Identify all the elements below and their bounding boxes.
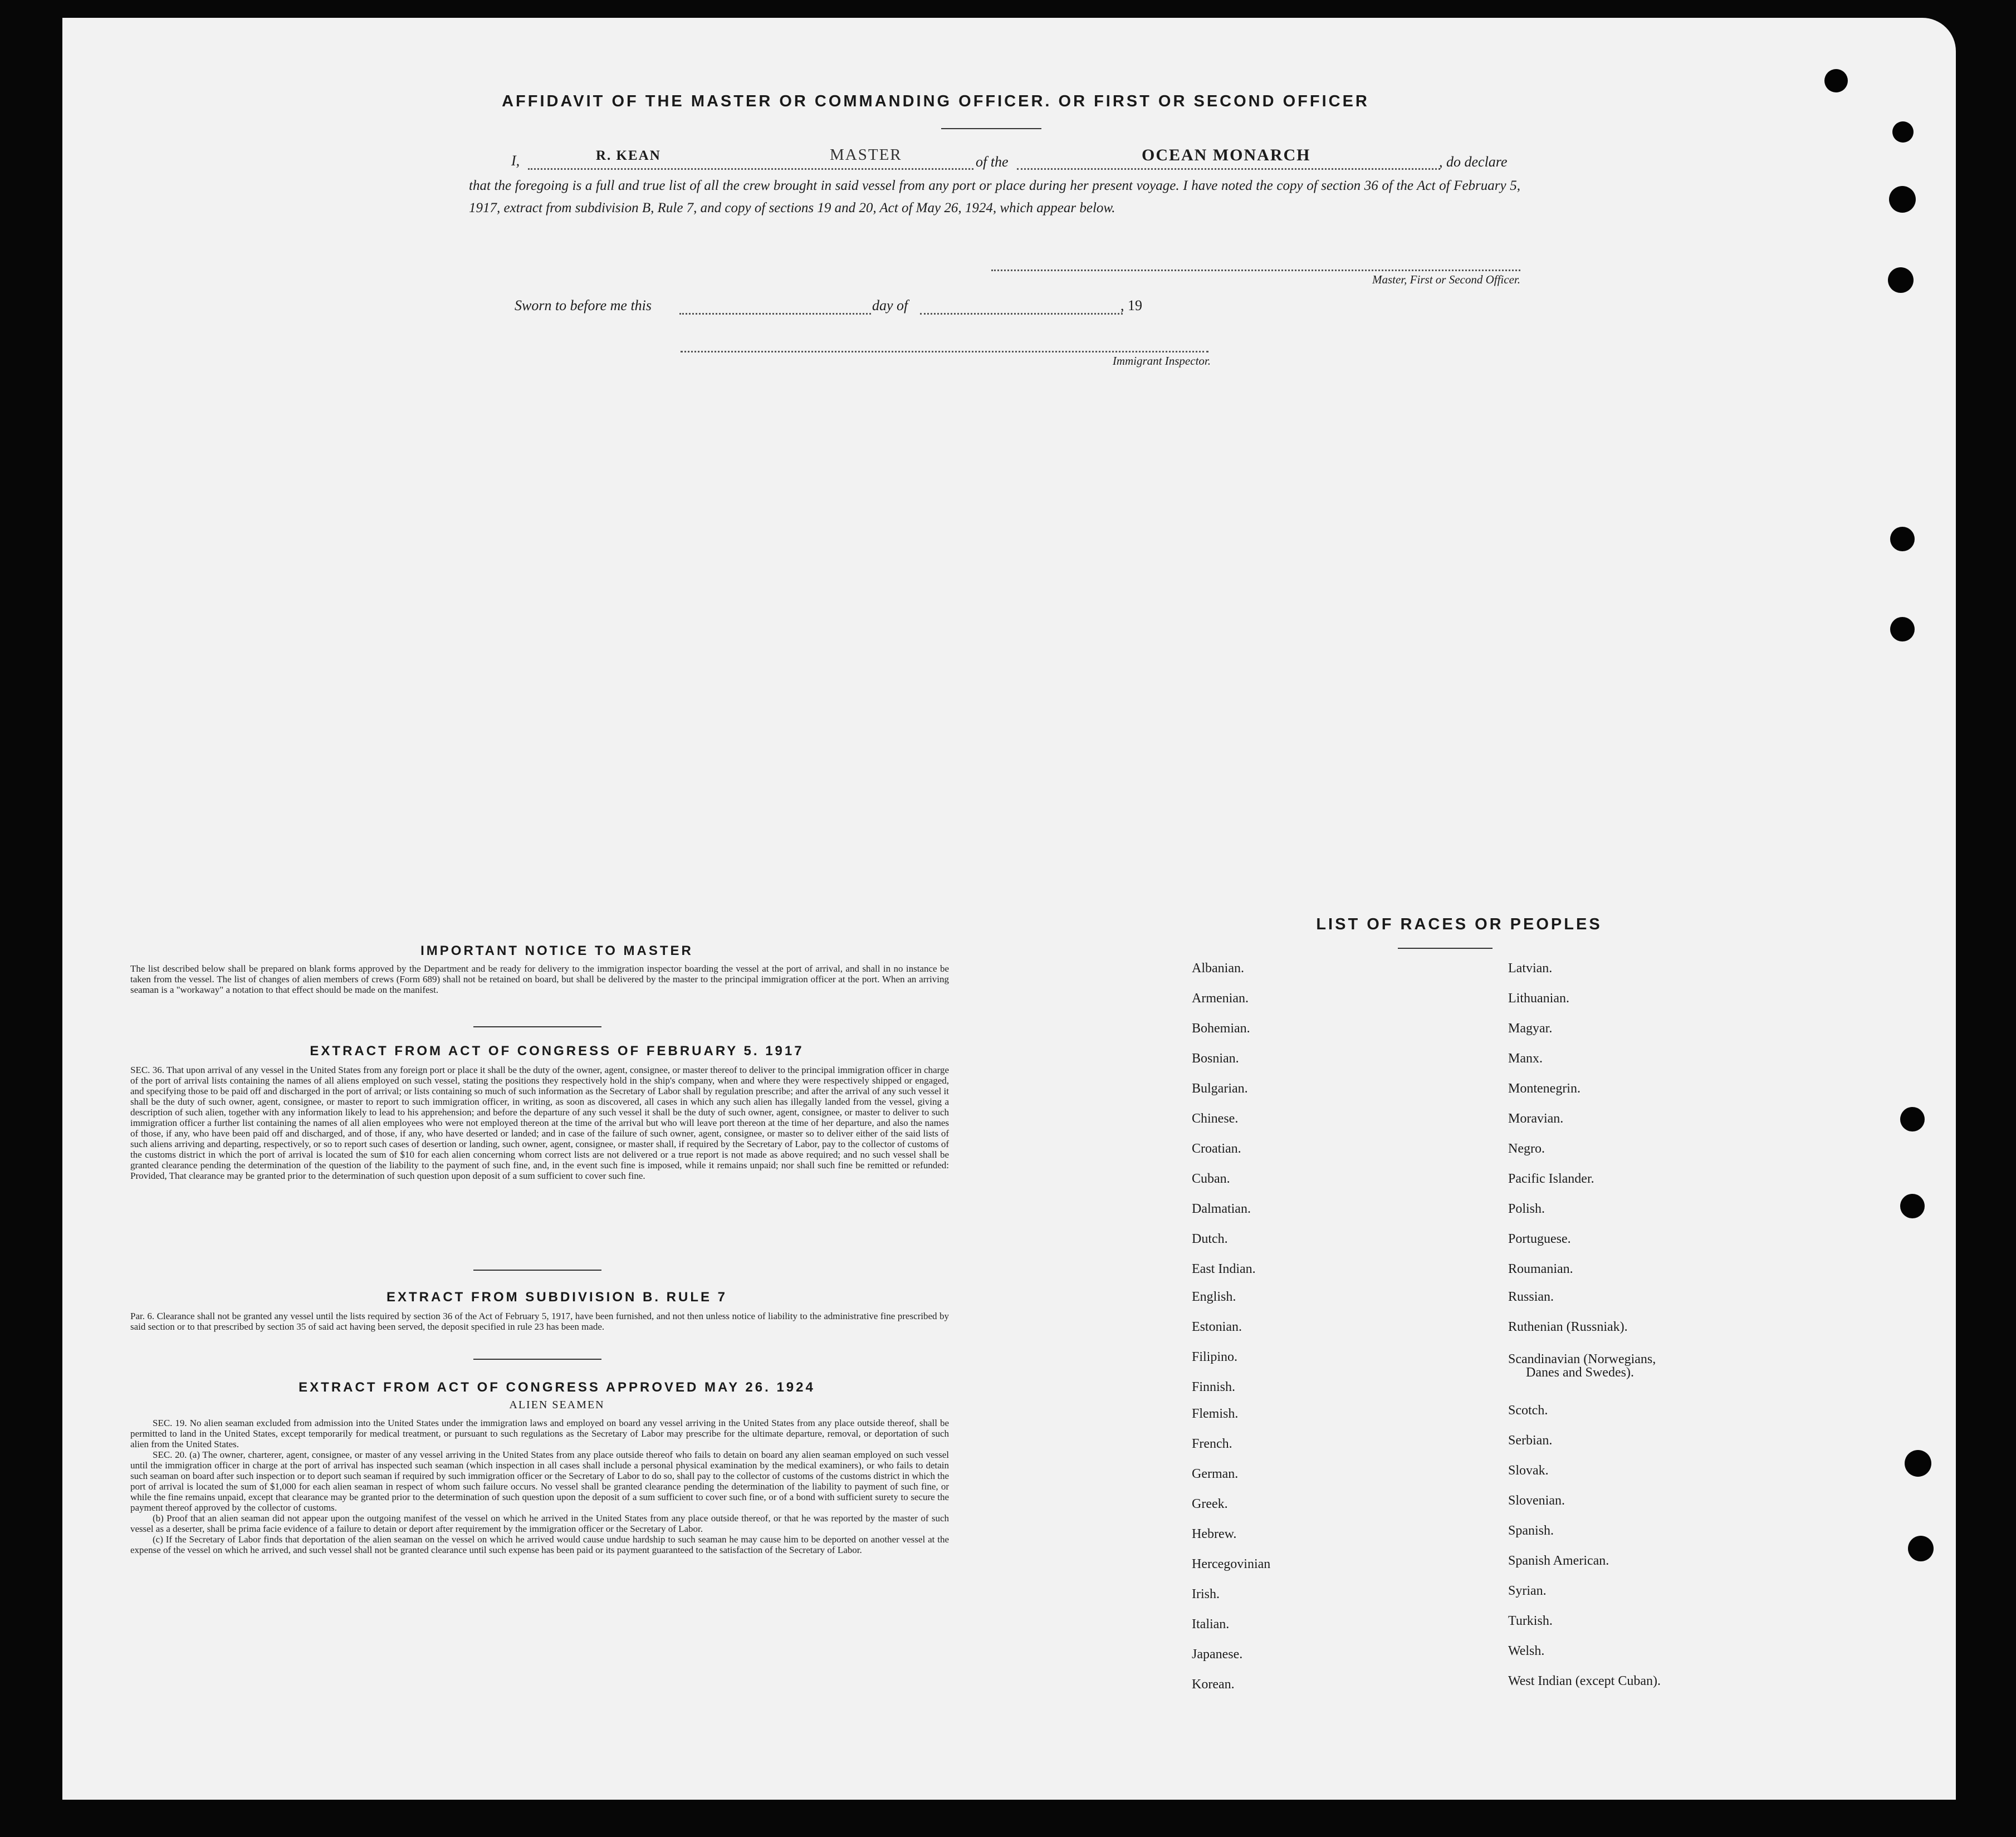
punch-hole	[1824, 69, 1848, 92]
race-item: Slovenian.	[1508, 1493, 1565, 1508]
race-item: Chinese.	[1192, 1111, 1239, 1126]
sworn-day-line	[679, 301, 871, 315]
race-item: German.	[1192, 1467, 1239, 1481]
punch-hole	[1892, 121, 1914, 143]
race-item: West Indian (except Cuban).	[1508, 1674, 1661, 1688]
race-item: Lithuanian.	[1508, 991, 1569, 1006]
divider	[473, 1026, 601, 1027]
name-line	[528, 155, 973, 170]
race-item: Syrian.	[1508, 1584, 1547, 1598]
race-item: Magyar.	[1508, 1021, 1553, 1036]
extract-1924-title: EXTRACT FROM ACT OF CONGRESS APPROVED MAY 26. 1924	[299, 1380, 815, 1395]
race-item: Welsh.	[1508, 1644, 1545, 1658]
divider	[473, 1359, 601, 1360]
sworn-month-line	[920, 301, 1123, 315]
race-item-continuation: Danes and Swedes).	[1526, 1365, 1634, 1380]
notice-title: IMPORTANT NOTICE TO MASTER	[420, 943, 693, 958]
day-of-label: day of	[872, 297, 908, 313]
rule-7-text: Par. 6. Clearance shall not be granted any vessel until the lists required by section 36 of the Act of February 5, 1917, have been furnished, and not then unless notice of liability to the administrative fine prescribed by said section or to that prescribed by section 35 of said act having been served, the deposit specified in rule 23 has been made.	[130, 1311, 949, 1332]
rule-7-title: EXTRACT FROM SUBDIVISION B. RULE 7	[386, 1290, 728, 1305]
affidavit-body: that the foregoing is a full and true list of all the crew brought in said vessel from any port or place during her present voyage. I have noted the copy of section 36 of the Act of February 5, 1917, extract from subdivision B, Rule 7, and copy of sections 19 and 20, Act of May 26, 1924, which appear below.	[469, 178, 1520, 215]
extract-1924-subtitle: ALIEN SEAMEN	[509, 1399, 605, 1411]
races-title: LIST OF RACES OR PEOPLES	[1316, 915, 1602, 933]
affidavit-title: AFFIDAVIT OF THE MASTER OR COMMANDING OFFICER. OR FIRST OR SECOND OFFICER	[502, 92, 1369, 110]
race-item: Serbian.	[1508, 1433, 1553, 1448]
race-item: Spanish American.	[1508, 1554, 1609, 1568]
master-rank: MASTER	[830, 146, 902, 164]
race-item: Hercegovinian	[1192, 1557, 1271, 1571]
race-item: Ruthenian (Russniak).	[1508, 1320, 1628, 1334]
extract-1917-text: SEC. 36. That upon arrival of any vessel in the United States from any foreign port or place it shall be the duty of the owner, agent, consignee, or master thereof to deliver to the principal immigration officer in charge of the port of arrival lists containing the names of all aliens employed on such vessel, stating the positions they respectively hold in the ship's company, when and where they were respectively shipped or engaged, and specifying those to be paid off and discharged in the port of arrival; or lists containing so much of such information as the Secretary of Labor shall by regulation prescribe; and after the arrival of any such vessel it shall be the duty of such owner, agent, consignee, or master to report to such immigration officer, in writing, as soon as discovered, all cases in which any such alien has illegally landed from the vessel, giving a description of such alien, together with any information likely to lead to his apprehension; and before the departure of any such vessel it shall be the duty of such owner, agent, consignee, or master to deliver to such immigration officer a further list containing the names of all alien employees who were not employed thereon at the time of the arrival but who will leave port thereon at the time of her departure, and also the names of those, if any, who have been paid off and discharged, and of those, if any, who have deserted or landed; and in case of the failure of such owner, agent, consignee, or master so to deliver either of the said lists of such aliens arriving and departing, respectively, or so to report such cases of desertion or landing, such owner, agent, consignee, or master shall, if required by the Secretary of Labor, pay to the collector of customs of the customs district in which the port of arrival is located the sum of $10 for each alien concerning whom correct lists are not delivered or a true report is not made as above required; and no such vessel shall be granted clearance pending the determination of the question of the liability to the payment of such fine, and, in the event such fine is imposed, while it remains unpaid; nor shall such fine be remitted or refunded: Provided, That clearance may be granted prior to the determination of such question upon deposit of a sum sufficient to cover such fine.	[130, 1065, 949, 1181]
race-item: Scandinavian (Norwegians,	[1508, 1352, 1656, 1366]
inspector-line	[681, 339, 1208, 352]
notice-text: The list described below shall be prepared on blank forms approved by the Department and be ready for delivery to the immigration inspector boarding the vessel at the port of arrival, and shall in no instance be taken from the vessel. The list of changes of alien members of crews (Form 689) shall not be retained on board, but shall be delivered by the master to the principal immigration officer at the port. When an arriving seaman is a "workaway" a notation to that effect should be made on the manifest.	[130, 963, 949, 995]
race-item: Croatian.	[1192, 1142, 1241, 1156]
race-item: Cuban.	[1192, 1172, 1230, 1186]
race-item: Russian.	[1508, 1290, 1554, 1304]
vessel-name: OCEAN MONARCH	[1142, 146, 1311, 164]
sec-19-text: SEC. 19. No alien seaman excluded from admission into the United States under the immigration laws and employed on board any vessel arriving in the United States from any place outside thereof, shall be permitted to land in the United States, except temporarily for medical treatment, or pursuant to such regulations as the Secretary of Labor may prescribe for the ultimate departure, removal, or deportation of such alien from the United States.	[130, 1418, 949, 1449]
race-item: Slovak.	[1508, 1463, 1549, 1478]
signature-label: Master, First or Second Officer.	[1372, 273, 1520, 286]
inspector-label: Immigrant Inspector.	[1112, 354, 1211, 368]
affidavit-prefix: I,	[511, 153, 520, 169]
race-item: Finnish.	[1192, 1380, 1236, 1394]
race-item: Japanese.	[1192, 1647, 1243, 1662]
race-item: Irish.	[1192, 1587, 1220, 1601]
race-item: Dutch.	[1192, 1232, 1228, 1246]
race-item: Manx.	[1508, 1051, 1543, 1066]
race-item: Estonian.	[1192, 1320, 1242, 1334]
punch-hole	[1890, 527, 1915, 551]
extract-1924-body	[130, 1418, 949, 1555]
race-item: Bohemian.	[1192, 1021, 1250, 1036]
race-item: Dalmatian.	[1192, 1202, 1251, 1216]
punch-hole	[1900, 1107, 1925, 1131]
divider	[1398, 948, 1493, 949]
race-item: Bulgarian.	[1192, 1081, 1248, 1096]
race-item: Roumanian.	[1508, 1262, 1573, 1276]
race-item: Greek.	[1192, 1497, 1228, 1511]
race-item: Flemish.	[1192, 1407, 1239, 1421]
extract-1917-title: EXTRACT FROM ACT OF CONGRESS OF FEBRUARY 5. 1917	[310, 1044, 804, 1059]
of-the-label: of the	[976, 154, 1009, 170]
race-item: Korean.	[1192, 1677, 1235, 1692]
divider	[941, 128, 1041, 129]
race-item: Bosnian.	[1192, 1051, 1239, 1066]
sec-20c-text: (c) If the Secretary of Labor finds that deportation of the alien seaman on the vessel on which he arrived would cause undue hardship to such seaman he may cause him to be deported on another vessel at the expense of the vessel on which he arrived, and such vessel shall not be granted clearance until such expense has been paid or its payment guaranteed to the satisfaction of the Secretary of Labor.	[130, 1534, 949, 1555]
race-item: Latvian.	[1508, 961, 1553, 976]
race-item: Turkish.	[1508, 1614, 1553, 1628]
race-item: Filipino.	[1192, 1350, 1238, 1364]
race-item: Scotch.	[1508, 1403, 1548, 1418]
sec-20b-text: (b) Proof that an alien seaman did not appear upon the outgoing manifest of the vessel on which he arrived in the United States from any place outside thereof, or that he was reported by the master of such vessel as a deserter, shall be prima facie evidence of a failure to detain or deport after requirement by the immigration officer or the Secretary of Labor.	[130, 1513, 949, 1534]
race-item: Pacific Islander.	[1508, 1172, 1594, 1186]
race-item: Armenian.	[1192, 991, 1249, 1006]
punch-hole	[1905, 1450, 1931, 1477]
sec-20a-text: SEC. 20. (a) The owner, charterer, agent, consignee, or master of any vessel arriving in the United States from any place outside thereof who fails to detain on board any alien seaman employed on such vessel until the immigration officer in charge at the port of arrival has inspected such seaman (which inspection in all cases shall include a personal physical examination by the medical examiners), or who fails to detain such seaman on board after such inspection or to deport such seaman if required by such immigration officer or the Secretary of Labor to do so, shall pay to the collector of customs of the customs district in which the port of arrival is located the sum of $1,000 for each alien seaman in respect of whom such failure occurs. No vessel shall be granted clearance pending the determination of the liability to payment of such fine, or while the fine remains unpaid, except that clearance may be granted prior to the determination of such question upon the deposit of a sum sufficient to cover such fine, or of a bond with sufficient surety to secure the payment thereof approved by the collector of customs.	[130, 1449, 949, 1513]
race-item: Italian.	[1192, 1617, 1230, 1632]
punch-hole	[1908, 1536, 1934, 1561]
signature-line	[991, 256, 1520, 271]
year-label: , 19	[1120, 297, 1142, 313]
race-item: Negro.	[1508, 1142, 1545, 1156]
master-name: R. KEAN	[596, 148, 661, 163]
punch-hole	[1890, 617, 1915, 641]
punch-hole	[1900, 1194, 1925, 1218]
race-item: East Indian.	[1192, 1262, 1256, 1276]
race-item: Portuguese.	[1508, 1232, 1571, 1246]
punch-hole	[1889, 186, 1916, 213]
race-item: Spanish.	[1508, 1524, 1554, 1538]
race-item: Hebrew.	[1192, 1527, 1237, 1541]
do-declare-label: , do declare	[1439, 154, 1508, 170]
race-item: Polish.	[1508, 1202, 1545, 1216]
race-item: French.	[1192, 1437, 1232, 1451]
race-item: English.	[1192, 1290, 1236, 1304]
race-item: Montenegrin.	[1508, 1081, 1580, 1096]
race-item: Albanian.	[1192, 961, 1244, 976]
divider	[473, 1270, 601, 1271]
race-item: Moravian.	[1508, 1111, 1564, 1126]
punch-hole	[1888, 267, 1914, 293]
sworn-label: Sworn to before me this	[515, 297, 652, 313]
